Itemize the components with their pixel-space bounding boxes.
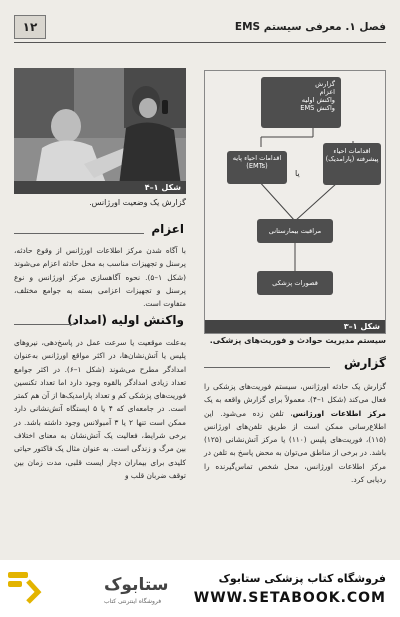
- divider: [14, 324, 76, 325]
- figure-caption: گزارش یک وضعیت اورژانس.: [89, 198, 186, 207]
- section-heading-dispatch: اعزام: [151, 222, 184, 236]
- paragraph-dispatch: با آگاه شدن مرکز اطلاعات اورژانس از وقوع حادثه، پرسنل و تجهیزات مناسب به محل حادثه اعزام می‌شوند (شکل ۱–۵). نحوه آگاهسازی مرکز اورژانس و نوع پرسنل و تجهیزات اعزامی بسته به جوامع مختلف، متفاوت است.: [14, 246, 187, 309]
- figure-label: شکل ۱–۳: [205, 320, 385, 333]
- paragraph-report: [204, 380, 386, 486]
- box-rehabilitation: قصورات پزشکی: [257, 271, 333, 295]
- report-text-start: گزارش یک حادثه اورژانس، سیستم فوریت‌های پزشکی را فعال می‌کند (شکل ۱–۴). معمولاً برای گزارش واقعه به یک: [204, 382, 386, 405]
- shop-name: فروشگاه کتاب پزشکی ستابوک: [218, 572, 386, 585]
- paragraph-first-response: به‌علت موقعیت یا سرعت عمل در پاسخ‌دهی، نیروهای پلیس یا آتش‌نشان‌ها، در اکثر مواقع اورژانس به‌عنوان امدادگر مطرح می‌شوند (شکل ۱–۶). در اکثر جوامع تعداد زیادی امدادگر بالقوه وجود دارد اما تعداد تکنسین فوریت‌های پزشکی کم و تعداد پارامدیک‌ها از آن هم کمتر است. در جامعه‌ای که ۴ یا ۵ ایستگاه آتش‌نشانی دارد ممکن است تنها ۲ یا ۳ آمبولانس وجود داشته باشد. در برخی شرایط، فعالیت یک آتش‌نشان به معنای اختلاف بین مرگ و زندگی است. به عنوان مثال یک فاکتور حیاتی کلیدی برای بیماران دچار ایست قلبی، مدت زمان بین توقف ضربان قلب و: [14, 338, 187, 480]
- stage-ems-response: واکنش EMS: [300, 104, 335, 112]
- report-text-end: ، تلفن زده می‌شود. این اطلاع‌رسانی ممکن است از طریق تلفن‌های اورژانس (۱۱۵)، فوریت‌های پلیس (۱۱۰) یا مرکز آتش‌نشانی (۱۲۵) باشد. در برخی از مناطق می‌توان به محض پاسخ به تلفن در مرکز اطلاعات اورژانس، محل شخص تماس‌گیرنده را ردیابی کرد.: [204, 408, 386, 485]
- box-advanced-life-support: اقدامات احیاء پیشرفته (پارامدیک): [323, 143, 381, 185]
- chapter-title: فصل ۱. معرفی سیستم EMS: [234, 21, 386, 33]
- stage-dispatch: اعزام: [319, 88, 335, 96]
- stage-first-response: واکنش اولیه: [301, 96, 335, 104]
- emergency-scene-photo: [14, 68, 186, 194]
- ems-flow-diagram: [204, 70, 386, 334]
- section-heading-first-response: واکنش اولیه (امداد): [67, 313, 184, 327]
- svg-text:فروشگاه اینترنتی کتاب: فروشگاه اینترنتی کتاب: [104, 598, 162, 605]
- divider: [14, 233, 144, 234]
- page-number: ۱۲: [14, 15, 46, 39]
- box-hospital-care: مراقبت بیمارستانی: [257, 219, 333, 243]
- section-heading-report: گزارش: [343, 356, 386, 370]
- figure-caption: سیستم مدیریت حوادث و فوریت‌های پزشکی.: [209, 336, 386, 345]
- box-report-stages: [261, 77, 341, 128]
- figure-photo: [14, 68, 186, 194]
- or-label: یا: [295, 169, 300, 178]
- divider: [204, 367, 330, 368]
- stage-report: گزارش: [315, 80, 335, 88]
- box-basic-life-support: اقدامات احیاء پایه (EMTs): [227, 151, 287, 184]
- page-header: [14, 12, 386, 43]
- report-text-bold: مرکز اطلاعات اورژانس: [292, 408, 386, 418]
- website-link[interactable]: WWW.SETABOOK.COM: [193, 590, 386, 606]
- logo-mark-icon: [4, 568, 169, 612]
- svg-text:ستابوک: ستابوک: [104, 575, 169, 595]
- figure-label: شکل ۱–۴: [14, 181, 186, 194]
- setabook-logo: [4, 568, 169, 612]
